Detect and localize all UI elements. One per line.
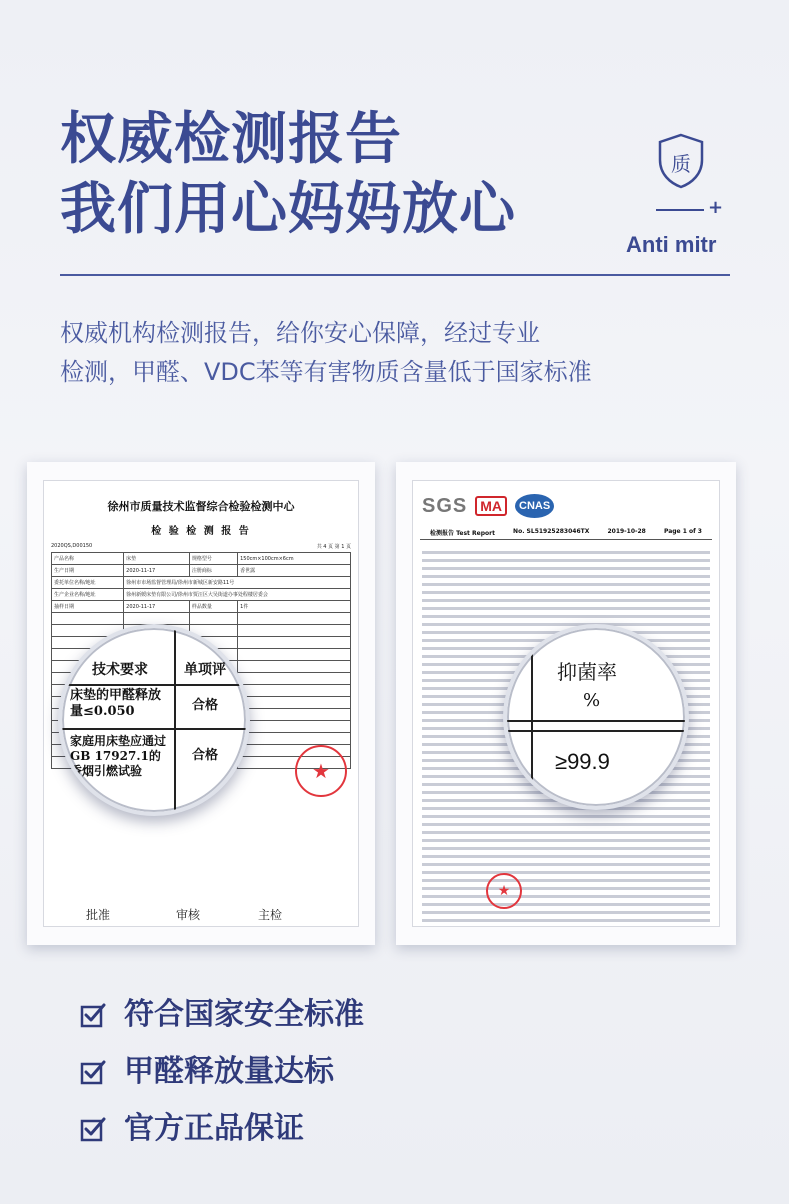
magnifier-grid [62,628,246,812]
signature-approve: 批准 [86,908,111,922]
ma-logo: MA [475,496,507,516]
signature-review: 审核 [176,908,201,922]
grid-line [62,728,246,730]
report-subtitle: 检 验 检 测 报 告 [151,526,251,537]
magnifier-header-right: 单项评 [184,662,226,678]
checklist-item [80,1111,304,1146]
badge-dash [656,209,704,211]
report-page: Page 1 of 3 [663,528,702,535]
official-stamp-left: ★ [295,745,347,797]
checklist-label: 符合国家安全标准 [124,997,364,1032]
magnifier-row2-right: 合格 [192,748,219,763]
table-row [52,577,351,589]
table-cell: 生产日期 [52,565,124,577]
plus-icon: + [708,197,724,218]
table-cell: 150cm×100cm×6cm [238,553,351,565]
magnifier-left [58,624,250,816]
table-cell: 徐州市市场监督管理局/徐州市新城区新安路11号 [124,577,351,589]
headline-line-2: 我们用心妈妈放心 [60,177,516,242]
magnifier-value: ≥99.9 [555,749,610,774]
grid-line [62,684,246,686]
description-line-2: 检测，甲醛、VDC苯等有害物质含量低于国家标准 [60,358,592,386]
report-label [430,528,495,537]
quality-badge [655,132,707,190]
grid-line [531,628,533,806]
table-row [52,613,351,625]
report-title: 徐州市质量技术监督综合检验检测中心 [107,500,295,513]
checklist-item [80,1054,334,1089]
table-row [52,589,351,601]
sgs-logo: SGS [422,494,468,517]
checklist-label: 官方正品保证 [124,1111,304,1146]
description-line-1: 权威机构检测报告，给你安心保障，经过专业 [60,319,540,347]
brand-name: Anti mitr [626,232,717,257]
table-cell: 床垫 [124,553,190,565]
grid-line [174,628,176,812]
headline-line-1: 权威检测报告 [60,107,402,172]
check-icon [80,1002,106,1028]
table-row [52,553,351,565]
table-cell: 规格型号 [189,553,237,565]
check-icon [80,1116,106,1142]
table-cell: 产品名称 [52,553,124,565]
table-cell: 抽样日期 [52,601,124,613]
magnifier-right [503,624,689,810]
report-number: 2020QS,D00150 [51,543,93,549]
table-cell: 样品数量 [189,601,237,613]
cnas-logo: CNAS [515,494,554,518]
grid-line [507,720,685,722]
report-page: 共 4 页 第 1 页 [316,544,351,550]
table-cell: 2020-11-17 [124,601,190,613]
table-cell: 生产企业名称/地址 [52,589,124,601]
table-cell: 徐州新媛床垫有限公司/徐州市贾汪区大吴街道办事处程楼居委会 [124,589,351,601]
official-stamp-right: ★ [486,873,522,909]
report-header [420,522,712,540]
badge-char: 质 [671,152,691,176]
magnifier-grid [507,628,685,806]
magnifier-row1-left: 床垫的甲醛释放量≤0.050 [70,688,162,720]
table-cell: 委托单位名称/地址 [52,577,124,589]
magnifier-header: 抑菌率 [557,660,617,684]
table-cell: 1件 [238,601,351,613]
table-row [52,565,351,577]
report-number: No. SL51925283046TX [513,528,590,535]
check-icon [80,1059,106,1085]
table-row [52,601,351,613]
report-label-en: Test Report [456,530,495,537]
magnifier-row2-left: 家庭用床垫应通过GB 17927.1的香烟引燃试验 [70,734,167,778]
table-cell: 2020-11-17 [124,565,190,577]
signature-main: 主检 [258,908,283,922]
header-divider [60,274,730,276]
checklist-label: 甲醛释放量达标 [124,1054,334,1089]
report-label-cn: 检测报告 [430,530,455,537]
grid-line [507,730,685,732]
magnifier-header-left: 技术要求 [92,662,148,678]
table-cell: 香世露 [238,565,351,577]
magnifier-row1-right: 合格 [192,698,219,713]
table-cell: 注册商标 [189,565,237,577]
report-meta [43,537,359,552]
report-date: 2019-10-28 [607,528,646,535]
certification-logos [412,480,720,522]
checklist-item [80,997,364,1032]
magnifier-unit: % [583,690,601,711]
